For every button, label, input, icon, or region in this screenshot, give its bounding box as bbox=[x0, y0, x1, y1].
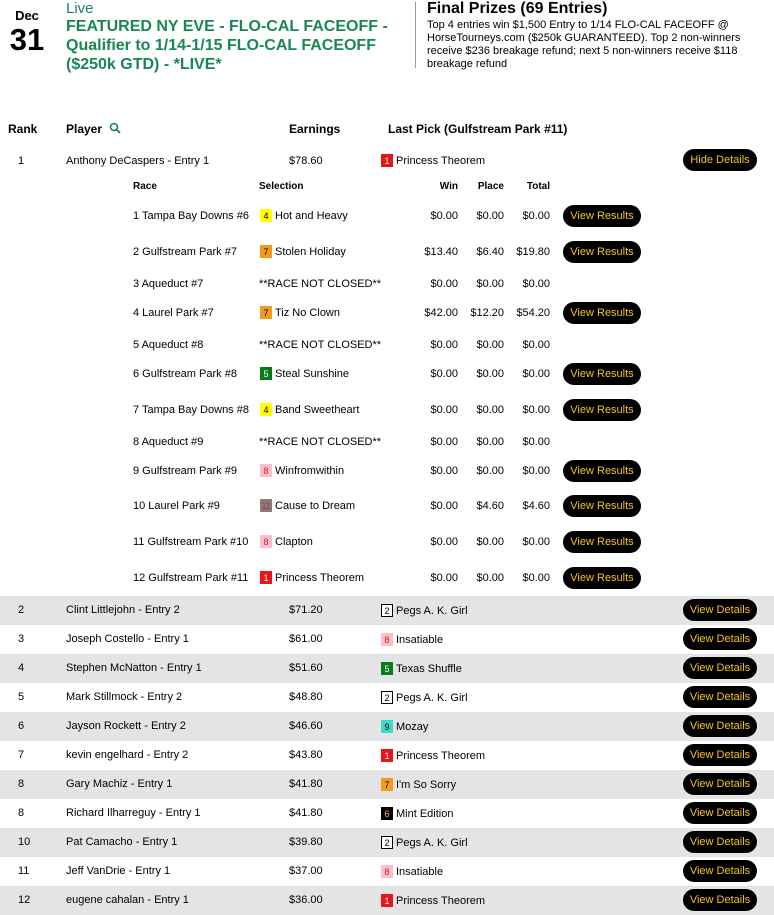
view-results-button[interactable]: View Results bbox=[563, 399, 641, 421]
win-value: $0.00 bbox=[430, 465, 458, 477]
race-name: 6 Gulfstream Park #8 bbox=[133, 368, 237, 380]
win-value: $0.00 bbox=[430, 339, 458, 351]
saddlecloth-badge: 7 bbox=[260, 245, 272, 258]
view-results-button[interactable]: View Results bbox=[563, 567, 641, 589]
table-row bbox=[0, 886, 774, 915]
view-results-button[interactable]: View Results bbox=[563, 241, 641, 263]
column-player[interactable] bbox=[66, 122, 121, 136]
earnings-cell: $36.00 bbox=[289, 894, 323, 906]
place-value: $12.20 bbox=[470, 307, 504, 319]
race-detail-row bbox=[0, 566, 774, 590]
place-value: $0.00 bbox=[476, 436, 504, 448]
total-value: $0.00 bbox=[522, 278, 550, 290]
view-details-button[interactable]: View Details bbox=[683, 628, 757, 650]
total-value: $54.20 bbox=[516, 307, 550, 319]
win-value: $0.00 bbox=[430, 278, 458, 290]
player-cell: Pat Camacho - Entry 1 bbox=[66, 836, 178, 848]
place-value: $0.00 bbox=[476, 572, 504, 584]
race-name: 8 Aqueduct #9 bbox=[133, 436, 204, 448]
table-row bbox=[0, 596, 774, 625]
player-cell: Joseph Costello - Entry 1 bbox=[66, 633, 189, 645]
race-detail-row bbox=[0, 494, 774, 518]
player-cell: kevin engelhard - Entry 2 bbox=[66, 749, 189, 761]
place-value: $0.00 bbox=[476, 368, 504, 380]
player-cell: Jeff VanDrie - Entry 1 bbox=[66, 865, 171, 877]
view-details-button[interactable]: View Details bbox=[683, 831, 757, 853]
horse-name: Pegs A. K. Girl bbox=[396, 692, 468, 704]
tournament-header bbox=[0, 0, 774, 100]
earnings-cell: $71.20 bbox=[289, 604, 323, 616]
saddlecloth-badge: 5 bbox=[260, 367, 272, 380]
win-value: $0.00 bbox=[430, 368, 458, 380]
saddlecloth-badge: 1 bbox=[381, 154, 393, 167]
saddlecloth-badge: 8 bbox=[381, 865, 393, 878]
horse-name: Stolen Holiday bbox=[275, 246, 346, 258]
horse-name: Hot and Heavy bbox=[275, 210, 348, 222]
win-value: $0.00 bbox=[430, 536, 458, 548]
player-cell: Stephen McNatton - Entry 1 bbox=[66, 662, 202, 674]
saddlecloth-badge: 2 bbox=[381, 604, 393, 617]
earnings-cell: $48.80 bbox=[289, 691, 323, 703]
win-value: $0.00 bbox=[430, 572, 458, 584]
total-value: $0.00 bbox=[522, 572, 550, 584]
race-name: 2 Gulfstream Park #7 bbox=[133, 246, 237, 258]
tournament-title: FEATURED NY EVE - FLO-CAL FACEOFF - Qualifier to 1/14-1/15 FLO-CAL FACEOFF ($250k GTD) - *LIVE* bbox=[66, 18, 388, 73]
table-row bbox=[0, 857, 774, 886]
race-name: 5 Aqueduct #8 bbox=[133, 339, 204, 351]
player-cell: Clint Littlejohn - Entry 2 bbox=[66, 604, 180, 616]
win-value: $0.00 bbox=[430, 404, 458, 416]
horse-name: Princess Theorem bbox=[396, 155, 486, 167]
total-value: $0.00 bbox=[522, 436, 550, 448]
earnings-cell: $51.60 bbox=[289, 662, 323, 674]
race-detail-row bbox=[0, 362, 774, 386]
saddlecloth-badge: 11 bbox=[261, 501, 271, 511]
sub-column-total: Total bbox=[526, 181, 550, 192]
total-value: $4.60 bbox=[522, 500, 550, 512]
total-value: $19.80 bbox=[516, 246, 550, 258]
race-detail-row bbox=[0, 272, 774, 296]
total-value: $0.00 bbox=[522, 404, 550, 416]
rank-cell: 3 bbox=[18, 633, 25, 645]
rank-cell: 10 bbox=[18, 836, 31, 848]
race-detail-row bbox=[0, 398, 774, 422]
race-not-closed: **RACE NOT CLOSED** bbox=[259, 339, 382, 351]
total-value: $0.00 bbox=[522, 368, 550, 380]
race-detail-row bbox=[0, 430, 774, 454]
rank-cell: 7 bbox=[18, 749, 25, 761]
player-cell: Jayson Rockett - Entry 2 bbox=[66, 720, 186, 732]
view-details-button[interactable]: View Details bbox=[683, 889, 757, 911]
sub-column-race: Race bbox=[133, 181, 157, 192]
horse-name: Steal Sunshine bbox=[275, 368, 349, 380]
win-value: $0.00 bbox=[430, 436, 458, 448]
view-results-button[interactable]: View Results bbox=[563, 460, 641, 482]
prizes-title: Final Prizes (69 Entries) bbox=[427, 0, 608, 17]
earnings-cell: $41.80 bbox=[289, 778, 323, 790]
column-player-label: Player bbox=[66, 122, 103, 136]
rank-cell: 2 bbox=[18, 604, 25, 616]
player-cell: Richard Ilharreguy - Entry 1 bbox=[66, 807, 201, 819]
table-row bbox=[0, 741, 774, 770]
sub-column-win: Win bbox=[439, 181, 458, 192]
race-detail-row bbox=[0, 530, 774, 554]
horse-name: Insatiable bbox=[396, 634, 444, 646]
view-details-button[interactable]: View Details bbox=[683, 773, 757, 795]
view-results-button[interactable]: View Results bbox=[563, 495, 641, 517]
race-detail-row bbox=[0, 301, 774, 325]
horse-name: Texas Shuffle bbox=[396, 663, 462, 675]
player-cell: Mark Stillmock - Entry 2 bbox=[66, 691, 183, 703]
rank-cell: 6 bbox=[18, 720, 25, 732]
race-not-closed: **RACE NOT CLOSED** bbox=[259, 436, 382, 448]
prizes-description: Top 4 entries win $1,500 Entry to 1/14 FLO-CAL FACEOFF @ HorseTourneys.com ($250k GUARANTEED). Top 2 non-winners receive $236 breakage refund; next 5 non-winners receive $118 breakage refund bbox=[427, 19, 741, 70]
view-results-button[interactable]: View Results bbox=[563, 205, 641, 227]
race-detail-row bbox=[0, 240, 774, 264]
race-detail-row bbox=[0, 333, 774, 357]
horse-name: Pegs A. K. Girl bbox=[396, 605, 468, 617]
saddlecloth-badge: 8 bbox=[381, 633, 393, 646]
place-value: $0.00 bbox=[476, 536, 504, 548]
view-details-button[interactable]: View Details bbox=[683, 744, 757, 766]
column-earnings: Earnings bbox=[289, 122, 341, 136]
saddlecloth-badge: 8 bbox=[260, 535, 272, 548]
saddlecloth-badge: 7 bbox=[381, 778, 393, 791]
total-value: $0.00 bbox=[522, 339, 550, 351]
saddlecloth-badge: 2 bbox=[381, 836, 393, 849]
total-value: $0.00 bbox=[522, 210, 550, 222]
race-name: 1 Tampa Bay Downs #6 bbox=[133, 210, 249, 222]
place-value: $0.00 bbox=[476, 465, 504, 477]
place-value: $4.60 bbox=[476, 500, 504, 512]
search-icon[interactable] bbox=[109, 122, 121, 134]
earnings-cell: $46.60 bbox=[289, 720, 323, 732]
race-name: 9 Gulfstream Park #9 bbox=[133, 465, 237, 477]
race-detail-row bbox=[0, 204, 774, 228]
table-row bbox=[0, 770, 774, 799]
race-name: 12 Gulfstream Park #11 bbox=[133, 572, 249, 584]
table-row bbox=[0, 625, 774, 654]
win-value: $0.00 bbox=[430, 500, 458, 512]
date-month: Dec bbox=[15, 8, 39, 23]
saddlecloth-badge: 2 bbox=[381, 691, 393, 704]
saddlecloth-badge: 1 bbox=[381, 894, 393, 907]
race-name: 7 Tampa Bay Downs #8 bbox=[133, 404, 249, 416]
place-value: $6.40 bbox=[476, 246, 504, 258]
horse-name: Winfromwithin bbox=[275, 465, 345, 477]
horse-name: Mozay bbox=[396, 721, 429, 733]
race-name: 11 Gulfstream Park #10 bbox=[133, 536, 249, 548]
horse-name: Princess Theorem bbox=[275, 572, 365, 584]
rank-cell: 1 bbox=[18, 155, 25, 167]
view-details-button[interactable]: View Details bbox=[683, 802, 757, 824]
place-value: $0.00 bbox=[476, 278, 504, 290]
table-row bbox=[0, 712, 774, 741]
saddlecloth-badge: 6 bbox=[381, 807, 393, 820]
horse-name: Band Sweetheart bbox=[275, 404, 360, 416]
view-results-button[interactable]: View Results bbox=[563, 302, 641, 324]
win-value: $13.40 bbox=[424, 246, 458, 258]
date-day: 31 bbox=[9, 22, 45, 57]
view-results-button[interactable]: View Results bbox=[563, 531, 641, 553]
race-name: 4 Laurel Park #7 bbox=[133, 307, 214, 319]
player-cell: Anthony DeCaspers - Entry 1 bbox=[66, 155, 210, 167]
hide-details-button[interactable]: Hide Details bbox=[683, 149, 757, 171]
rank-cell: 4 bbox=[18, 662, 25, 674]
saddlecloth-badge: 7 bbox=[260, 306, 272, 319]
column-rank: Rank bbox=[8, 122, 38, 136]
table-row bbox=[0, 683, 774, 712]
view-details-button[interactable]: View Details bbox=[683, 599, 757, 621]
saddlecloth-badge: 8 bbox=[260, 464, 272, 477]
race-name: 3 Aqueduct #7 bbox=[133, 278, 204, 290]
sub-column-selection: Selection bbox=[259, 181, 304, 192]
live-status: Live bbox=[66, 0, 94, 17]
saddlecloth-badge: 1 bbox=[260, 571, 272, 584]
rank-cell: 8 bbox=[18, 807, 25, 819]
date-block bbox=[8, 8, 46, 57]
saddlecloth-badge: 4 bbox=[260, 209, 272, 222]
earnings-cell: $43.80 bbox=[289, 749, 323, 761]
view-details-button[interactable]: View Details bbox=[683, 715, 757, 737]
view-details-button[interactable]: View Details bbox=[683, 657, 757, 679]
horse-name: Mint Edition bbox=[396, 808, 454, 820]
earnings-cell: $78.60 bbox=[289, 155, 323, 167]
column-last-pick: Last Pick (Gulfstream Park #11) bbox=[388, 122, 568, 136]
earnings-cell: $61.00 bbox=[289, 633, 323, 645]
table-row bbox=[0, 828, 774, 857]
saddlecloth-badge: 5 bbox=[381, 662, 393, 675]
race-not-closed: **RACE NOT CLOSED** bbox=[259, 278, 382, 290]
place-value: $0.00 bbox=[476, 210, 504, 222]
view-details-button[interactable]: View Details bbox=[683, 686, 757, 708]
header-divider bbox=[415, 2, 416, 68]
horse-name: Clapton bbox=[275, 536, 313, 548]
earnings-cell: $39.80 bbox=[289, 836, 323, 848]
total-value: $0.00 bbox=[522, 465, 550, 477]
view-results-button[interactable]: View Results bbox=[563, 363, 641, 385]
rank-cell: 8 bbox=[18, 778, 25, 790]
player-cell: Gary Machiz - Entry 1 bbox=[66, 778, 173, 790]
horse-name: Tiz No Clown bbox=[275, 307, 340, 319]
saddlecloth-badge: 9 bbox=[381, 720, 393, 733]
table-row bbox=[0, 654, 774, 683]
horse-name: Princess Theorem bbox=[396, 895, 486, 907]
win-value: $42.00 bbox=[424, 307, 458, 319]
horse-name: Cause to Dream bbox=[275, 500, 356, 512]
win-value: $0.00 bbox=[430, 210, 458, 222]
horse-name: I'm So Sorry bbox=[396, 779, 457, 791]
earnings-cell: $37.00 bbox=[289, 865, 323, 877]
rank-cell: 5 bbox=[18, 691, 25, 703]
rank-cell: 12 bbox=[18, 894, 31, 906]
table-row-expanded bbox=[0, 145, 774, 174]
place-value: $0.00 bbox=[476, 339, 504, 351]
sub-column-place: Place bbox=[477, 181, 504, 192]
table-row bbox=[0, 799, 774, 828]
race-name: 10 Laurel Park #9 bbox=[133, 500, 220, 512]
earnings-cell: $41.80 bbox=[289, 807, 323, 819]
view-details-button[interactable]: View Details bbox=[683, 860, 757, 882]
total-value: $0.00 bbox=[522, 536, 550, 548]
saddlecloth-badge: 4 bbox=[260, 403, 272, 416]
rank-cell: 11 bbox=[18, 865, 30, 877]
saddlecloth-badge: 1 bbox=[381, 749, 393, 762]
place-value: $0.00 bbox=[476, 404, 504, 416]
horse-name: Insatiable bbox=[396, 866, 444, 878]
horse-name: Pegs A. K. Girl bbox=[396, 837, 468, 849]
horse-name: Princess Theorem bbox=[396, 750, 486, 762]
player-cell: eugene cahalan - Entry 1 bbox=[66, 894, 189, 906]
race-detail-row bbox=[0, 459, 774, 483]
